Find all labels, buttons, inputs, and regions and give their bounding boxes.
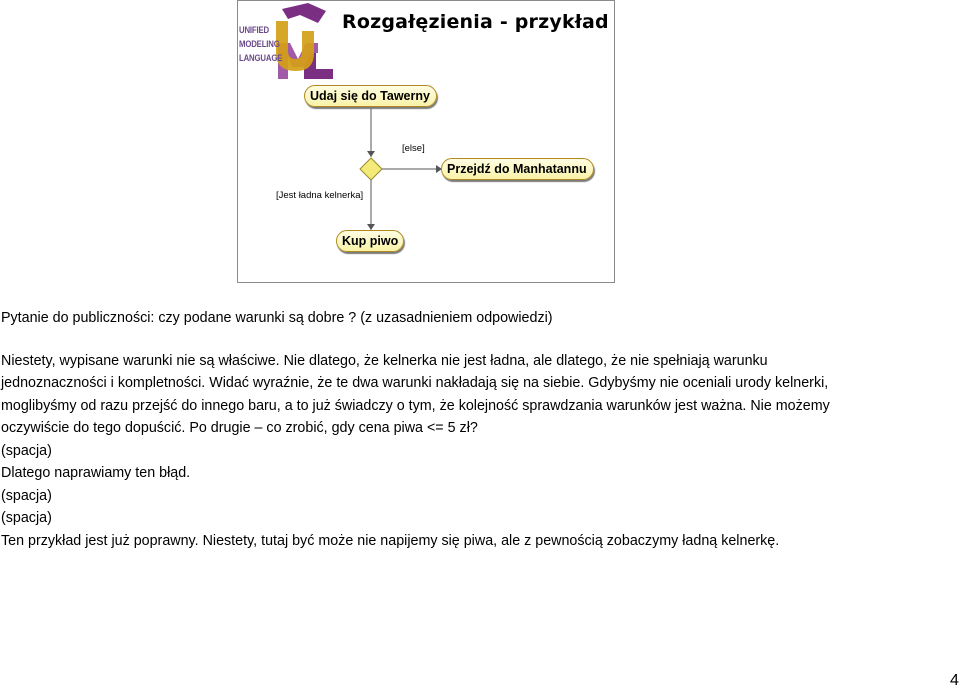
node-kup-piwo: Kup piwo [336, 230, 404, 252]
fix-paragraph: Dlatego naprawiamy ten błąd. [1, 465, 191, 481]
activity-diagram-edges [238, 1, 616, 284]
node-przejdz-do-manhatannu: Przejdź do Manhatannu [441, 158, 594, 180]
guard-else: [else] [402, 143, 425, 154]
conclusion-paragraph: Ten przykład jest już poprawny. Niestety, tutaj być może nie napijemy się piwa, ale z pewnością zobaczymy ładną kelnerkę. [1, 532, 780, 549]
spacer-paragraph-1: (spacja) [1, 442, 52, 459]
node-udaj-sie-do-tawerny: Udaj się do Tawerny [304, 85, 437, 107]
arrowhead-decision [367, 151, 375, 157]
spacer-paragraph-2: (spacja) [1, 487, 52, 504]
logo-text-modeling: MODELING [239, 39, 280, 50]
logo-text-language: LANGUAGE [239, 53, 283, 64]
slide-title: Rozgałęzienia - przykład [342, 11, 609, 33]
spacer-paragraph-3: (spacja) [1, 510, 52, 526]
guard-jest-ladna-kelnerka: [Jest ładna kelnerka] [276, 190, 364, 201]
page-number: 4 [950, 672, 959, 689]
decision-diamond [360, 158, 382, 180]
question-paragraph: Pytanie do publiczności: czy podane warunki są dobre ? (z uzasadnieniem odpowiedzi) [1, 310, 553, 326]
answer-paragraph: Niestety, wypisane warunki nie są właściwe. Nie dlatego, że kelnerka nie jest ładna, ale dlatego, że nie spełniają warunku jednoznaczności i kompletności. Widać wyraźnie, że te dwa warunki nakładają się na siebie. Gdybyśmy nie oceniali urody kelnerki, moglibyśmy od razu przejść do innego baru, a to już świadczy o tym, że kolejność sprawdzania warunków jest ważna. Nie możemy oczywiście do tego dopuścić. Po drugie – co zrobić, gdy cena piwa <= 5 zł? [1, 352, 830, 436]
logo-text-unified: UNIFIED [239, 25, 270, 36]
slide-frame [237, 0, 615, 283]
text-body [1, 307, 851, 552]
